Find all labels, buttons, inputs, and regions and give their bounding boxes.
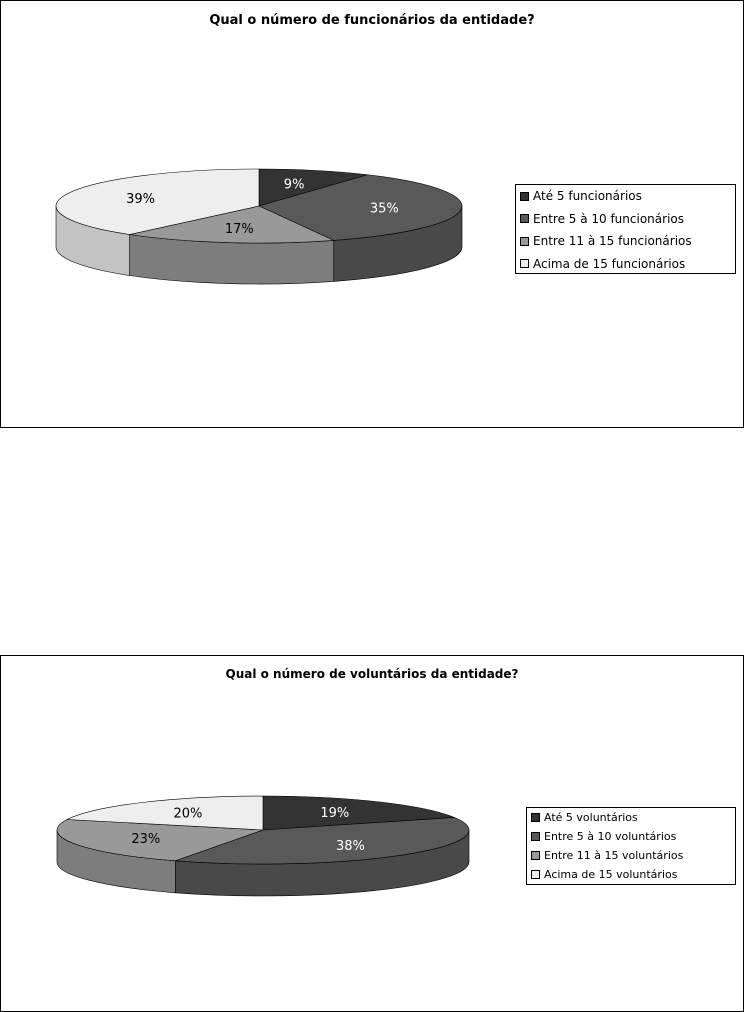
legend-swatch bbox=[531, 813, 540, 822]
pie-data-label: 39% bbox=[126, 191, 156, 207]
legend-swatch bbox=[520, 192, 529, 201]
legend-item bbox=[520, 208, 731, 231]
legend-label: Entre 5 à 10 funcionários bbox=[533, 211, 684, 226]
chart-title: Qual o número de voluntários da entidade? bbox=[225, 667, 519, 681]
pie-data-label: 20% bbox=[173, 806, 203, 822]
legend bbox=[515, 184, 736, 274]
legend-item bbox=[531, 846, 731, 865]
legend-label: Acima de 15 funcionários bbox=[533, 256, 686, 271]
legend-swatch bbox=[520, 237, 529, 246]
legend-item bbox=[520, 253, 731, 276]
legend-swatch bbox=[531, 832, 540, 841]
legend-swatch bbox=[531, 851, 540, 860]
pie-data-label: 9% bbox=[283, 177, 305, 193]
pie-data-label: 23% bbox=[131, 831, 161, 847]
chart-title: Qual o número de funcionários da entidade? bbox=[209, 13, 535, 28]
legend-item bbox=[531, 865, 731, 884]
chart-voluntarios bbox=[0, 655, 744, 1012]
pie-data-label: 19% bbox=[320, 806, 350, 822]
legend-label: Entre 5 à 10 voluntários bbox=[544, 830, 677, 843]
pie-data-label: 17% bbox=[224, 222, 254, 238]
legend bbox=[526, 807, 736, 885]
legend-label: Até 5 voluntários bbox=[544, 811, 638, 824]
legend-swatch bbox=[520, 259, 529, 268]
legend-label: Entre 11 à 15 funcionários bbox=[533, 234, 692, 249]
legend-swatch bbox=[531, 870, 540, 879]
pie-data-label: 38% bbox=[335, 838, 365, 854]
legend-label: Até 5 funcionários bbox=[533, 189, 642, 204]
legend-item bbox=[520, 185, 731, 208]
legend-item bbox=[531, 808, 731, 827]
chart-funcionarios bbox=[0, 0, 744, 428]
legend-item bbox=[520, 230, 731, 253]
pie-data-label: 35% bbox=[369, 201, 399, 217]
legend-label: Entre 11 à 15 voluntários bbox=[544, 849, 684, 862]
legend-item bbox=[531, 827, 731, 846]
legend-swatch bbox=[520, 214, 529, 223]
legend-label: Acima de 15 voluntários bbox=[544, 868, 678, 881]
